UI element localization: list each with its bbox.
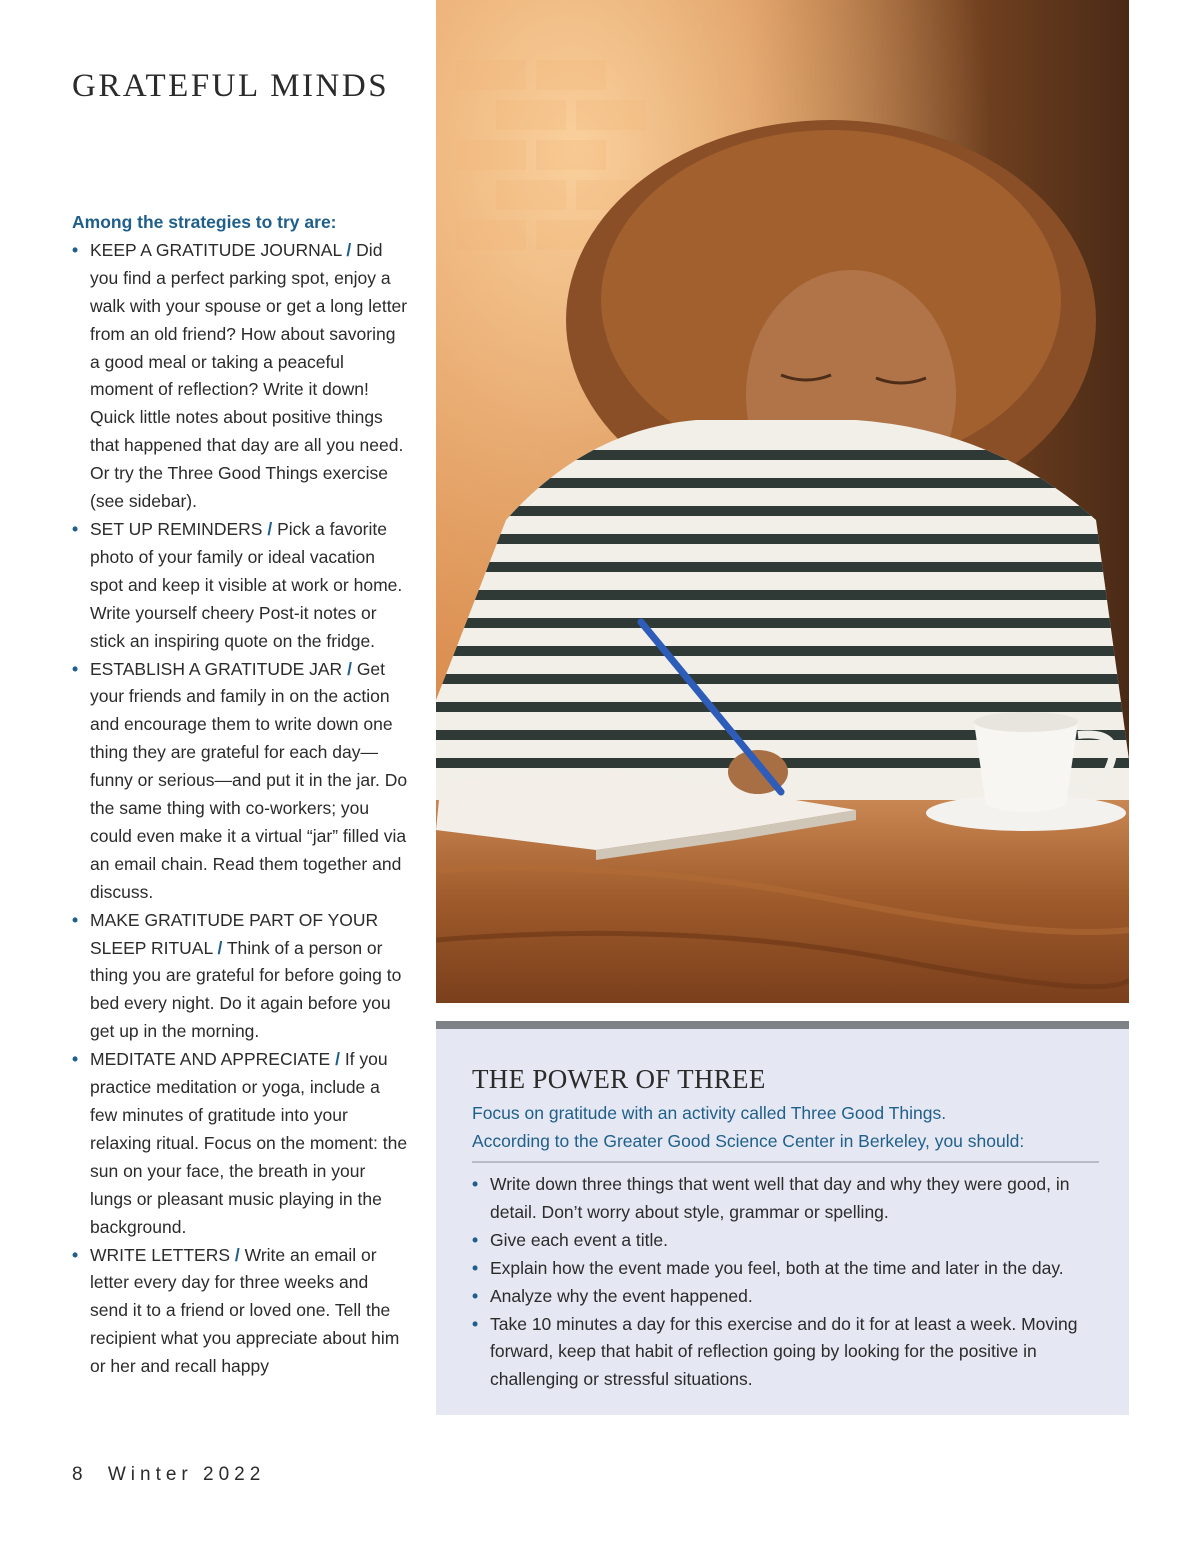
bullet-icon: • — [72, 1049, 79, 1070]
sidebar-top-rule — [436, 1021, 1129, 1029]
list-item — [472, 1311, 1099, 1395]
bullet-icon: • — [472, 1229, 479, 1250]
slash-separator: / — [335, 1049, 340, 1070]
bullet-icon: • — [72, 1244, 79, 1265]
list-item — [472, 1255, 1099, 1283]
page-footer — [72, 1464, 265, 1486]
sidebar-title: THE POWER OF THREE — [472, 1064, 766, 1094]
slash-separator: / — [217, 937, 223, 958]
tip-heading: ESTABLISH A GRATITUDE JAR — [90, 658, 343, 679]
issue-label: Winter 2022 — [107, 1464, 266, 1485]
list-item — [472, 1227, 1099, 1255]
sidebar-item-text: Analyze why the event happened. — [490, 1285, 753, 1306]
tip-body: Pick a favorite photo of your family or ideal vacation spot and keep it visible at work or home. Write yourself cheery Post-it notes or stick an inspiring quote on the fridge. — [90, 518, 403, 651]
power-of-three-sidebar — [436, 1029, 1129, 1415]
tip-body: Get your friends and family in on the action and encourage them to write down one thing they are grateful for each day—funny or serious—and put it in the jar. Do the same thing with co-workers; you could even make it a virtual “jar” filled via an email chain. Read them together and discuss. — [90, 658, 408, 902]
bullet-icon: • — [472, 1257, 479, 1278]
sidebar-item-text: Write down three things that went well that day and why they were good, in detail. Don’t worry about style, grammar or spelling. — [490, 1174, 1070, 1222]
sidebar-intro-line: Focus on gratitude with an activity called Three Good Things. — [472, 1103, 947, 1123]
list-item — [72, 516, 408, 656]
bullet-icon: • — [72, 239, 79, 260]
list-item — [72, 1046, 408, 1241]
sidebar-item-text: Take 10 minutes a day for this exercise and do it for at least a week. Moving forward, keep that habit of reflection going by looking for the positive in challenging or stressful situations. — [490, 1313, 1078, 1390]
slash-separator: / — [347, 658, 352, 679]
bullet-icon: • — [472, 1174, 479, 1194]
strategies-list — [72, 237, 408, 1381]
sidebar-intro — [472, 1099, 1099, 1163]
page-number: 8 — [72, 1464, 83, 1485]
slash-separator: / — [234, 1244, 240, 1265]
list-item — [72, 237, 408, 516]
list-item — [72, 656, 408, 907]
tip-body: If you practice meditation or yoga, include a few minutes of gratitude into your relaxing ritual. Focus on the moment: the sun on your face, the breath in your lungs or pleasant music playing in the background. — [90, 1049, 408, 1237]
tip-heading: KEEP A GRATITUDE JOURNAL — [90, 239, 342, 260]
slash-separator: / — [267, 518, 273, 539]
list-item — [72, 1242, 408, 1382]
list-item — [472, 1171, 1099, 1227]
sidebar-list — [472, 1171, 1099, 1394]
tip-body: Did you find a perfect parking spot, enjoy a walk with your spouse or get a long letter from an old friend? How about savoring a good meal or taking a peaceful moment of reflection? Write it down! Quick little notes about positive things that happened that day are all you need. Or try the Three Good Things exercise (see sidebar). — [90, 239, 408, 512]
list-item — [472, 1283, 1099, 1311]
sidebar-item-text: Explain how the event made you feel, both at the time and later in the day. — [490, 1257, 1064, 1278]
sidebar-intro-line: According to the Greater Good Science Center in Berkeley, you should: — [472, 1131, 1025, 1151]
tip-heading: SET UP REMINDERS — [90, 518, 263, 539]
strategies-lead: Among the strategies to try are: — [72, 212, 337, 232]
tip-heading: WRITE LETTERS — [90, 1244, 231, 1265]
sidebar-item-text: Give each event a title. — [490, 1229, 669, 1250]
bullet-icon: • — [472, 1313, 479, 1334]
slash-separator: / — [346, 239, 352, 260]
tip-body: Write an email or letter every day for three weeks and send it to a friend or loved one. Tell the recipient what you appreciate about him or her and recall happy — [90, 1244, 400, 1377]
woman-writing-photo — [436, 0, 1129, 1003]
list-item — [72, 907, 408, 1047]
bullet-icon: • — [72, 518, 79, 539]
strategies-column — [72, 209, 408, 1381]
tip-heading: MEDITATE AND APPRECIATE — [90, 1049, 331, 1070]
bullet-icon: • — [72, 658, 79, 679]
tip-heading: MAKE GRATITUDE PART OF YOUR SLEEP RITUAL — [90, 909, 379, 958]
section-title: GRATEFUL MINDS — [72, 68, 390, 104]
bullet-icon: • — [472, 1285, 479, 1306]
bullet-icon: • — [72, 909, 79, 930]
tip-body: Think of a person or thing you are grateful for before going to bed every night. Do it again before you get up in the morning. — [90, 937, 402, 1042]
